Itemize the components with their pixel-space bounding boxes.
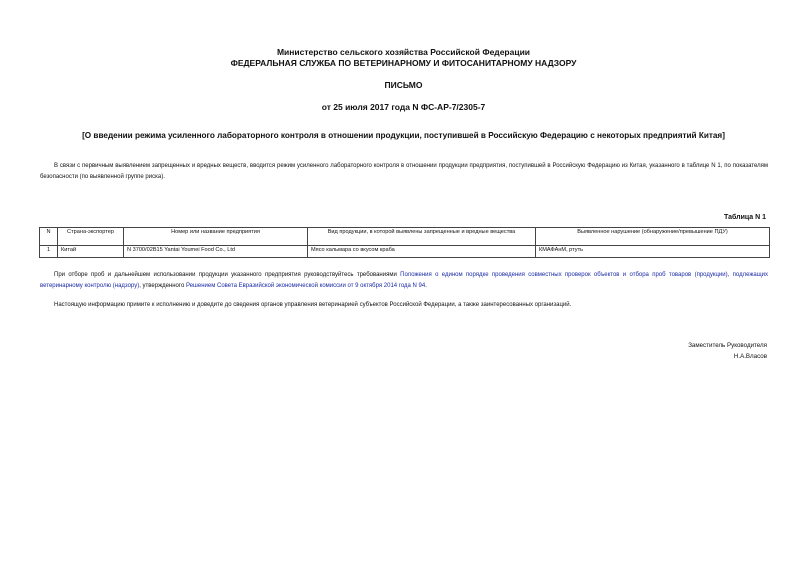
cell-number: 1 xyxy=(40,246,58,258)
ministry-name: Министерство сельского хозяйства Российской Федерации xyxy=(276,47,531,57)
document-subject: [О введении режима усиленного лабораторного контроля в отношении продукции, поступившей в Российскую Федерацию с некоторых предприятий Китая] xyxy=(82,131,725,140)
header-violation: Выявленное нарушение (обнаружение/превышение ПДУ) xyxy=(536,228,770,246)
service-name: ФЕДЕРАЛЬНАЯ СЛУЖБА ПО ВЕТЕРИНАРНОМУ И ФИТОСАНИТАРНОМУ НАДЗОРУ xyxy=(230,58,577,68)
violations-table xyxy=(39,227,770,258)
document-date-number: от 25 июля 2017 года N ФС-АР-7/2305-7 xyxy=(321,102,486,112)
cell-country: Китай xyxy=(58,246,124,258)
requirements-text-end: . xyxy=(425,283,427,289)
document-type: ПИСЬМО xyxy=(384,80,423,90)
regulation-link[interactable]: Положения о едином порядке проведения совместных проверок объектов и отбора проб товаров (продукции), подлежащих ветеринарному контролю (надзору) xyxy=(40,272,768,289)
cell-enterprise: N 3700/02B15 Yantai Youmei Food Co., Ltd xyxy=(124,246,308,258)
header-enterprise: Номер или название предприятия xyxy=(124,228,308,246)
cell-product: Мясо кальмара со вкусом краба xyxy=(308,246,536,258)
table-caption: Таблица N 1 xyxy=(723,214,766,221)
table-header-row xyxy=(40,228,770,246)
header-country: Страна-экспортер xyxy=(58,228,124,246)
cell-violation: КМАФАнМ, ртуть xyxy=(536,246,770,258)
instruction-paragraph: Настоящую информацию примите к исполнению и доведите до сведения органов управления ветеринарией субъектов Российской Федерации, а также заинтересованных организаций. xyxy=(54,302,572,308)
signatory-position: Заместитель Руководителя xyxy=(688,342,767,349)
commission-decision-link[interactable]: Решением Совета Евразийской экономической комиссии от 9 октября 2014 года N 94 xyxy=(185,283,426,289)
intro-paragraph: В связи с первичным выявлением запрещенных и вредных веществ, вводится режим усиленного лабораторного контроля в отношении продукции предприятия, поступившей в Российскую Федерацию из Китая, указанного в таблице N 1, по показателям безопасности (по выявленной группе риска). xyxy=(40,163,768,180)
table-row xyxy=(40,246,770,258)
requirements-text-start: При отборе проб и дальнейшем использовании продукции указанного предприятия руководствуйтесь требованиями xyxy=(54,272,401,278)
header-product: Вид продукции, в которой выявлены запрещенные и вредные вещества xyxy=(308,228,536,246)
header-number: N xyxy=(40,228,58,246)
requirements-paragraph xyxy=(40,270,768,292)
requirements-text-mid: , утвержденного xyxy=(139,283,186,289)
signatory-name: Н.А.Власов xyxy=(733,353,767,360)
